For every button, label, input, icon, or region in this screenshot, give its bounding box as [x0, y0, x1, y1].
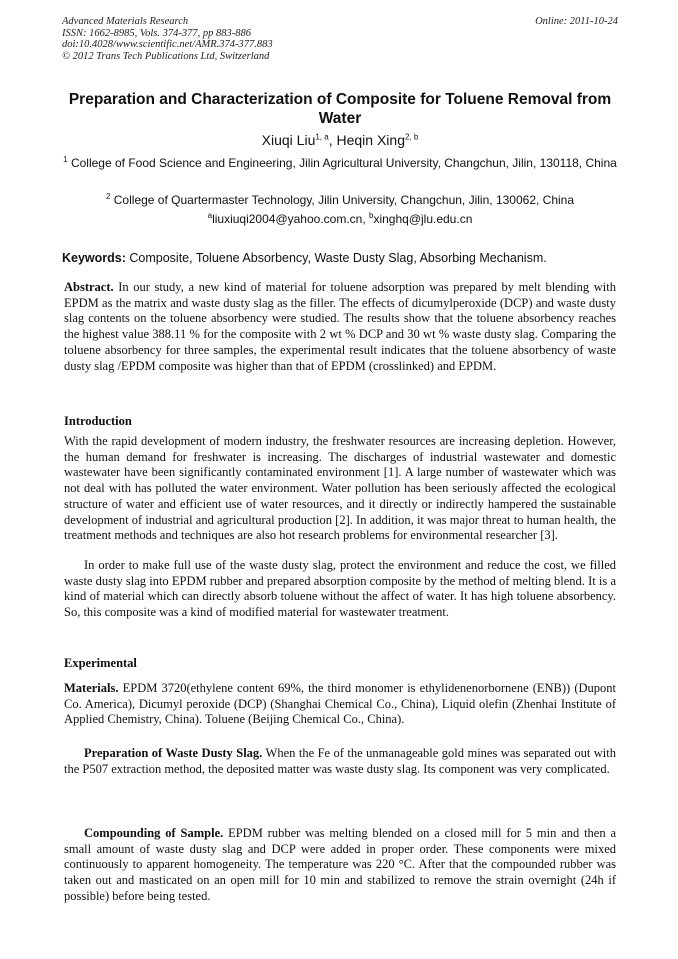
- compounding-label: Compounding of Sample.: [84, 826, 224, 840]
- materials-label: Materials.: [64, 681, 119, 695]
- affiliation-1: [62, 156, 618, 172]
- introduction-paragraph-1: With the rapid development of modern industry, the freshwater resources are increasing depletion. However, the human demand for freshwater is increasing. The discharges of industrial wastewater and domestic wastewater have been significantly contaminated environment [1]. A large number of wastewater which was not deal with has polluted the water environment. Water pollution has been seriously affected the ecological structure of water and efficient use of water resources, and it directly or indirectly hampered the sustainable development of industrial and agricultural production [2]. In addition, it was major threat to human health, the treatment methods and techniques are also hot research problems for environmental researcher [3].: [64, 434, 616, 543]
- keywords: [62, 251, 618, 266]
- paper-title: Preparation and Characterization of Composite for Toluene Removal from Water: [68, 91, 612, 127]
- online-date: Online: 2011-10-24: [535, 16, 618, 27]
- preparation-label: Preparation of Waste Dusty Slag.: [84, 746, 263, 760]
- introduction-heading: Introduction: [64, 414, 132, 428]
- author-2-name: Heqin Xing: [336, 132, 405, 148]
- issn-line: ISSN: 1662-8985, Vols. 374-377, pp 883-886: [62, 27, 251, 39]
- author-emails: [62, 212, 618, 228]
- keywords-label: Keywords:: [62, 251, 126, 265]
- keywords-text: Composite, Toluene Absorbency, Waste Dusty Slag, Absorbing Mechanism.: [125, 251, 547, 265]
- journal-header: [62, 16, 618, 62]
- author-1-name: Xiuqi Liu: [261, 132, 316, 148]
- abstract: [64, 280, 616, 374]
- email-a: liuxiuqi2004@yahoo.com.cn,: [212, 212, 369, 226]
- affiliation-1-number: 1: [63, 155, 68, 164]
- author-line: [62, 131, 618, 149]
- email-b-mark: b: [369, 211, 374, 220]
- affiliation-2-text: College of Quartermaster Technology, Jilin University, Changchun, Jilin, 130062, China: [113, 193, 575, 207]
- compounding-paragraph: [64, 826, 616, 905]
- email-a-mark: a: [207, 211, 213, 220]
- author-2-affiliation-mark: 2, b: [404, 132, 419, 142]
- email-b: xinghq@jlu.edu.cn: [373, 212, 473, 226]
- copyright-line: © 2012 Trans Tech Publications Ltd, Switzerland: [62, 50, 270, 62]
- abstract-label: Abstract.: [64, 280, 114, 294]
- affiliation-1-text: College of Food Science and Engineering, Jilin Agricultural University, Changchun, Jilin, 130118, China: [70, 156, 617, 170]
- journal-name: Advanced Materials Research: [62, 16, 189, 27]
- doi-line: doi:10.4028/www.scientific.net/AMR.374-377.883: [62, 39, 273, 50]
- materials-paragraph: [64, 681, 616, 728]
- author-1-affiliation-mark: 1, a: [315, 132, 329, 142]
- preparation-paragraph: [64, 746, 616, 777]
- compounding-text: EPDM rubber was melting blended on a closed mill for 5 min and then a small amount of waste dusty slag and DCP were added in proper order. These components were mixed continuously to apparent homogeneity. The temperature was 220 °C. After that the compounded rubber was taken out and masticated on an open mill for 10 min and stabilized to remove the strain overnight (24h if possible) before being tested.: [64, 826, 616, 903]
- introduction-paragraph-2: In order to make full use of the waste dusty slag, protect the environment and reduce the cost, we filled waste dusty slag into EPDM rubber and prepared absorption composite by the method of melting blend. It is a kind of material which can directly absorb toluene without the affect of water. It has high toluene absorbency. So, this composite was a kind of modified material for wastewater treatment.: [64, 558, 616, 620]
- experimental-heading: Experimental: [64, 656, 137, 670]
- affiliation-2: [62, 193, 618, 209]
- abstract-text: In our study, a new kind of material for toluene adsorption was prepared by melt blending with EPDM as the matrix and waste dusty slag as the filler. The effects of dicumylperoxide (DCP) and waste dusty slag contents on the toluene absorbency were studied. The results show that the toluene absorbency reaches the highest value 388.11 % for the composite with 2 wt % DCP and 30 wt % waste dusty slag. Comparing the toluene absorbency for three samples, the experimental result indicates that the toluene absorbency of waste dusty slag /EPDM composite was higher than that of EPDM (crosslinked) and EPDM.: [64, 280, 616, 373]
- materials-text: EPDM 3720(ethylene content 69%, the third monomer is ethylidenenorbornene (ENB)) (Dupont Co. America), Dicumyl peroxide (DCP) (Shanghai Chemical Co., China), Liquid olefin (Zhenhai Institute of Applied Chemistry, China). Toluene (Beijing Chemical Co., China).: [64, 681, 616, 727]
- author-separator: ,: [328, 132, 337, 148]
- preparation-text: When the Fe of the unmanageable gold mines was separated out with the P507 extraction method, the deposited matter was waste dusty slag. Its component was very complicated.: [64, 746, 616, 776]
- affiliation-2-number: 2: [105, 192, 111, 201]
